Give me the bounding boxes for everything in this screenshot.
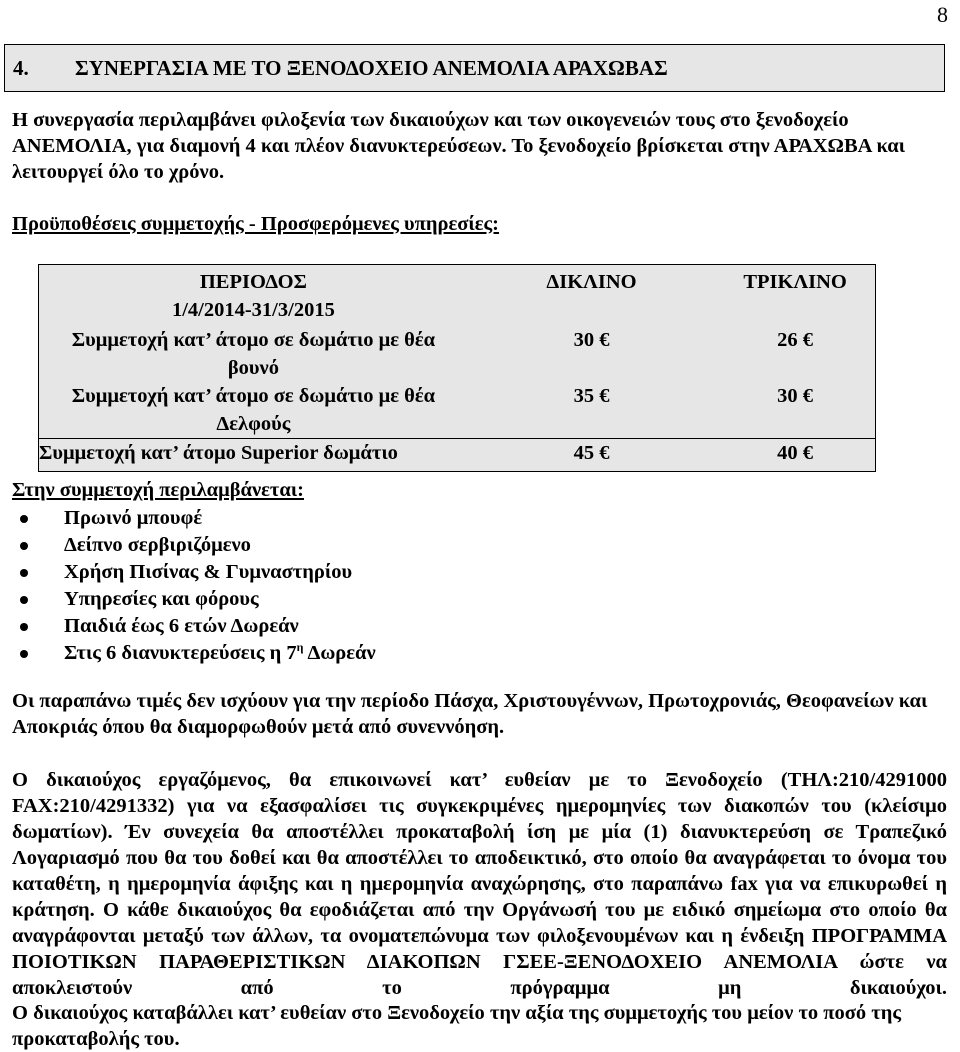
table-header-row <box>39 265 876 327</box>
bullet-icon <box>20 623 28 631</box>
double-price: 35 € <box>573 385 610 407</box>
table-row <box>39 326 876 382</box>
intro-paragraph: Η συνεργασία περιλαμβάνει φιλοξενία των δικαιούχων και των οικογενειών τους στο ξενοδοχείο ΑΝΕΜΟΛΙΑ, για διαμονή 4 και πλέον διανυκτερεύσεων. Το ξενοδοχείο βρίσκεται στην ΑΡΑΧΩΒΑ και λειτουργεί όλο το χρόνο. <box>12 109 906 183</box>
superscript: η <box>296 640 304 654</box>
row-label-line1: Συμμετοχή κατ’ άτομο σε δωμάτιο με θέα <box>71 329 436 351</box>
row-label-line1: Συμμετοχή κατ’ άτομο σε δωμάτιο με θέα <box>71 385 436 407</box>
list-item <box>12 505 376 532</box>
list-item-text: Στις 6 διανυκτερεύσεις η 7 <box>64 642 297 664</box>
included-list <box>12 505 376 667</box>
section-heading <box>4 44 945 92</box>
list-item-text: Παιδιά έως 6 ετών Δωρεάν <box>64 615 299 637</box>
triple-room-header: ΤΡΙΚΛΙΝΟ <box>743 271 847 293</box>
bullet-icon <box>20 650 28 658</box>
page-number: 8 <box>937 2 948 27</box>
triple-price: 40 € <box>715 439 875 472</box>
row-label: Συμμετοχή κατ’ άτομο Superior δωμάτιο <box>39 439 468 472</box>
conditions-title: Προϋποθέσεις συμμετοχής - Προσφερόμενες υπηρεσίες: <box>12 213 500 235</box>
bullet-icon <box>20 515 28 523</box>
row-label-line2: βουνό <box>227 357 279 379</box>
table-row <box>39 439 876 472</box>
period-label: ΠΕΡΙΟΔΟΣ <box>199 271 307 293</box>
included-title: Στην συμμετοχή περιλαμβάνεται: <box>12 479 304 501</box>
row-label-line2: Δελφούς <box>216 413 291 435</box>
price-table <box>38 264 876 472</box>
section-number: 4. <box>13 56 29 80</box>
row-label <box>39 326 468 382</box>
list-item-text-end: Δωρεάν <box>303 642 376 664</box>
list-item <box>12 640 376 667</box>
list-item <box>12 613 376 640</box>
period-value: 1/4/2014-31/3/2015 <box>171 299 335 321</box>
list-item <box>12 586 376 613</box>
booking-paragraph: Ο δικαιούχος εργαζόμενος, θα επικοινωνεί κατ’ ευθείαν με το Ξενοδοχείο (ΤΗΛ:210/4291000 FAX:210/4291332) για να εξασφαλίσει τις συγκεκριμένες ημερομηνίες των διακοπών του (κλείσιμο δωματίων). Έν συνεχεία θα αποστέλλει προκαταβολή ίση με μία (1) διανυκτερεύση σε Τραπεζικό Λογαριασμό που θα του δοθεί και θα αποστέλλει το αποδεικτικό, στο οποίο θα αναγράφεται το όνομα του καταθέτη, η ημερομηνία άφιξης και η ημερομηνία αναχώρησης, στο παραπάνω fax για να επικυρωθεί η κράτηση. Ο κάθε δικαιούχος θα εφοδιάζεται από την Οργάνωσή του με ειδικό σημείωμα στο οποίο θα αναγράφονται μεταξύ των άλλων, τα ονοματεπώνυμα των φιλοξενουμένων και η ένδειξη ΠΡΟΓΡΑΜΜΑ ΠΟΙΟΤΙΚΩΝ ΠΑΡΑΘΕΡΙΣΤΙΚΩΝ ΔΙΑΚΟΠΩΝ ΓΣΕΕ-ΞΕΝΟΔΟΧΕΙΟ ΑΝΕΜΟΛΙΑ ώστε να αποκλειστούν από το πρόγραμμα μη δικαιούχοι. <box>12 769 947 999</box>
section-title: ΣΥΝΕΡΓΑΣΙΑ ΜΕ ΤΟ ΞΕΝΟΔΟΧΕΙΟ ΑΝΕΜΟΛΙΑ ΑΡΑΧΩΒΑΣ <box>75 56 668 80</box>
list-item <box>12 532 376 559</box>
row-label <box>39 382 468 439</box>
triple-price: 26 € <box>777 329 814 351</box>
period-header-cell <box>39 265 468 327</box>
list-item-text: Πρωινό μπουφέ <box>64 507 203 529</box>
bullet-icon <box>20 569 28 577</box>
list-item <box>12 559 376 586</box>
prices-note: Οι παραπάνω τιμές δεν ισχύουν για την περίοδο Πάσχα, Χριστουγέννων, Πρωτοχρονιάς, Θεοφανείων και Αποκριάς όπου θα διαμορφωθούν μετά από συνεννόηση. <box>12 690 928 738</box>
list-item-text: Υπηρεσίες και φόρους <box>64 588 259 610</box>
list-item-text: Δείπνο σερβιριζόμενο <box>64 534 251 556</box>
list-item-text: Χρήση Πισίνας & Γυμναστηρίου <box>64 561 353 583</box>
payment-paragraph: Ο δικαιούχος καταβάλλει κατ’ ευθείαν στο Ξενοδοχείο την αξία της συμμετοχής του μείον το ποσό της προκαταβολής του. <box>12 1002 902 1050</box>
bullet-icon <box>20 542 28 550</box>
double-price: 45 € <box>468 439 715 472</box>
double-price: 30 € <box>573 329 610 351</box>
triple-price: 30 € <box>777 385 814 407</box>
bullet-icon <box>20 596 28 604</box>
table-row <box>39 382 876 439</box>
double-room-header: ΔΙΚΛΙΝΟ <box>546 271 637 293</box>
